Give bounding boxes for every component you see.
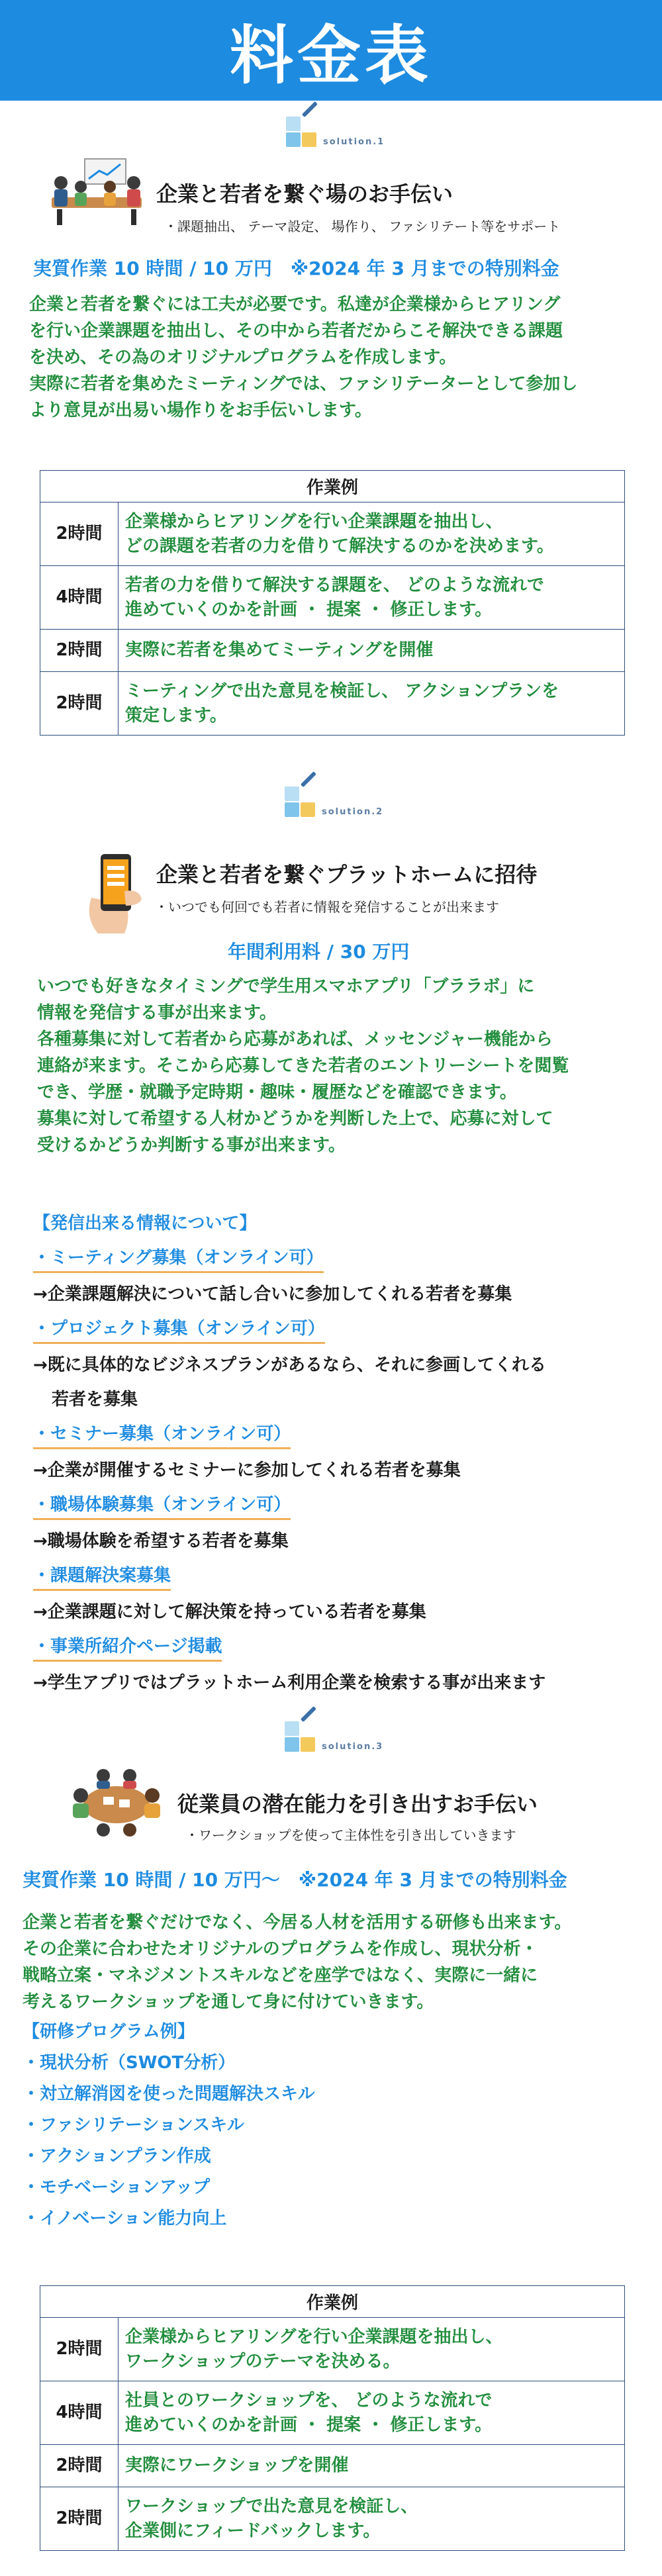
solution-3-program-list: [23, 2017, 315, 2234]
solution-2-body: いつでも好きなタイミングで学生用スマホアプリ「ブララボ」に 情報を発信する事が出来ます。 各種募集に対して若者から応募があれば、メッセンジャー機能から 連絡が来ます。そこから応募してきた若者のエントリーシートを閲覧 でき、学歴・就職予定時期・趣味・履歴などを確認できます。 募集に対して希望する人材かどうかを判断した上で、応募に対して 受けるかどうか判断する事が出来ます。: [37, 977, 569, 1155]
page-title: 料金表: [230, 18, 432, 93]
table-row: 2時間 企業様からヒアリングを行い企業課題を抽出し、 ワークショップのテーマを決める。: [40, 2318, 625, 2381]
table-header: 作業例: [40, 2286, 625, 2318]
solution-icon: [285, 784, 319, 818]
list-item: ・対立解消図を使った問題解決スキル: [23, 2084, 315, 2104]
table-row: 4時間 社員とのワークショップを、 どのような流れで 進めていくのかを計画 ・ 提案 ・ 修正します。: [40, 2381, 625, 2445]
meeting-illustration-icon: [44, 156, 148, 229]
solution-2-title: 企業と若者を繋ぐプラットホームに招待: [156, 862, 538, 887]
smartphone-hand-icon: [78, 851, 150, 936]
table-row: 2時間 企業様からヒアリングを行い企業課題を抽出し、 どの課題を若者の力を借りて解決するのかを決めます。: [40, 502, 625, 566]
list-item: ・セミナー募集（オンライン可） →企業が開催するセミナーに参加してくれる若者を募集: [33, 1417, 546, 1488]
table-row: 4時間 若者の力を借りて解決する課題を、 どのような流れで 進めていくのかを計画 ・ 提案 ・ 修正します。: [40, 566, 625, 630]
table-row: 2時間 実際にワークショップを開催: [40, 2445, 625, 2487]
solution-3-work-table: [40, 2285, 625, 2551]
solution-3-subtitle: ・ワークショップを使って主体性を引き出していきます: [185, 1827, 516, 1843]
solution-1-price: 実質作業 10 時間 / 10 万円 ※2024 年 3 月までの特別料金: [33, 258, 559, 279]
solution-3-badge: solution.3: [285, 1719, 383, 1753]
info-header: 【発信出来る情報について】: [33, 1214, 257, 1233]
table-row: 2時間 ワークショップで出た意見を検証し、 企業側にフィードバックします。: [40, 2487, 625, 2551]
table-row: 2時間 ミーティングで出た意見を検証し、 アクションプランを 策定します。: [40, 672, 625, 736]
solution-1-title: 企業と若者を繋ぐ場のお手伝い: [156, 181, 453, 207]
page-banner: [0, 0, 662, 101]
workshop-illustration-icon: [66, 1766, 167, 1840]
list-item: ・ファシリテーションスキル: [23, 2115, 244, 2135]
solution-3-price: 実質作業 10 時間 / 10 万円～ ※2024 年 3 月までの特別料金: [23, 1869, 567, 1891]
solution-3-title: 従業員の潜在能力を引き出すお手伝い: [177, 1791, 538, 1817]
solution-1-badge: solution.1: [286, 114, 385, 148]
solution-2-info-list: [33, 1206, 546, 1700]
solution-2-subtitle: ・いつでも何回でも若者に情報を発信することが出来ます: [155, 899, 499, 915]
list-item: ・現状分析（SWOT分析）: [23, 2053, 236, 2073]
list-item: ・職場体験募集（オンライン可） →職場体験を希望する若者を募集: [33, 1488, 546, 1558]
list-item: ・イノベーション能力向上: [23, 2209, 227, 2228]
solution-1-subtitle: ・課題抽出、 テーマ設定、 場作り、 ファシリテート等をサポート: [164, 218, 561, 234]
list-item: ・アクションプラン作成: [23, 2146, 211, 2166]
list-item: ・モチベーションアップ: [23, 2177, 211, 2197]
solution-2-badge: solution.2: [285, 784, 383, 818]
list-item: ・プロジェクト募集（オンライン可） →既に具体的なビジネスプランがあるなら、それに参画してくれる 若者を募集: [33, 1312, 546, 1417]
list-item: ・ミーティング募集（オンライン可） →企業課題解決について話し合いに参加してくれる若者を募集: [33, 1241, 546, 1312]
solution-3-body: 企業と若者を繋ぐだけでなく、今居る人材を活用する研修も出来ます。 その企業に合わせたオリジナルのプログラムを作成し、現状分析・ 戦略立案・マネジメントスキルなどを座学ではなく、実際に一緒に 考えるワークショップを通して身に付けていきます。: [23, 1913, 572, 2012]
solution-1-work-table: [40, 470, 625, 736]
list-item: ・課題解決案募集 →企業課題に対して解決策を持っている若者を募集: [33, 1558, 546, 1629]
table-header: 作業例: [40, 471, 625, 502]
solution-icon: [286, 114, 320, 148]
solution-1-body: 企業と若者を繋ぐには工夫が必要です。私達が企業様からヒアリング を行い企業課題を抽出し、その中から若者だからこそ解決できる課題 を決め、その為のオリジナルプログラムを作成します。 実際に若者を集めたミーティングでは、ファシリテーターとして参加し より意見が出易い場作りをお手伝いします。: [29, 295, 578, 420]
solution-icon: [285, 1719, 319, 1753]
list-item: ・事業所紹介ページ掲載 →学生アプリではプラットホーム利用企業を検索する事が出来ます: [33, 1629, 546, 1700]
table-row: 2時間 実際に若者を集めてミーティングを開催: [40, 630, 625, 672]
solution-2-price: 年間利用料 / 30 万円: [228, 941, 410, 963]
program-header: 【研修プログラム例】: [23, 2022, 195, 2042]
